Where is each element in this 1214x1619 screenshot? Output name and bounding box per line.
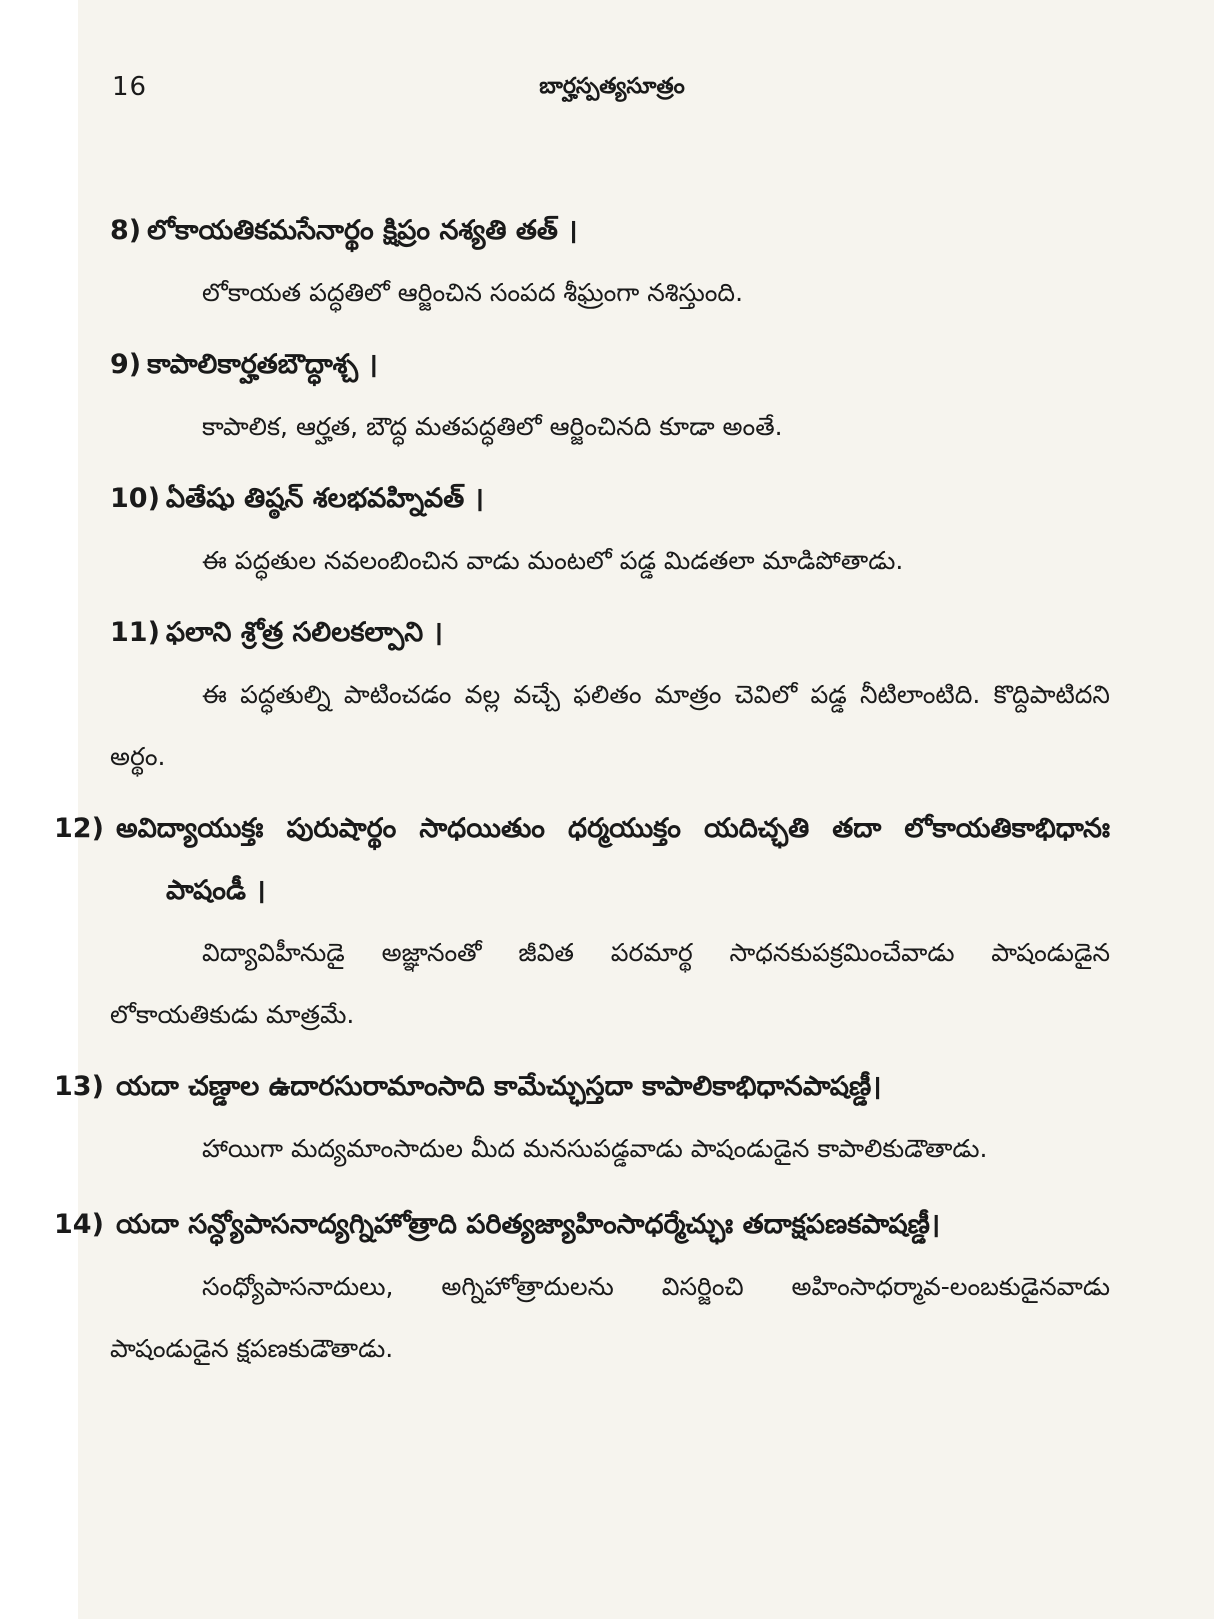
sutra-8 [110,200,1110,262]
sutra-10 [110,468,1110,530]
page-body [110,200,1110,1390]
gloss-11: ఈ పద్ధతుల్ని పాటించడం వల్ల వచ్చే ఫలితం మాత్రం చెవిలో పడ్డ నీటిలాంటిది. కొద్దిపాటిదని అర్థం. [110,680,1110,771]
sutra-14 [110,1194,1110,1256]
gloss-10: ఈ పద్ధతుల నవలంబించిన వాడు మంటలో పడ్డ మిడతలా మాడిపోతాడు. [202,546,904,575]
sutra-text: ఫలాని శ్రోత్ర సలిలకల్పాని । [165,617,443,648]
sutra-text: కాపాలికార్హతబౌద్ధాశ్చ । [147,349,378,380]
sutra-text: అవిద్యాయుక్తః పురుషార్థం సాధయితుం ధర్మయుక్తం యదిచ్ఛతి తదా లోకాయతికాభిధానః పాషండీ । [116,813,1110,906]
sutra-text: ఏతేషు తిష్ఠన్ శలభవహ్నివత్ । [165,483,484,514]
sutra-number: 9) [110,349,142,380]
sutra-number: 11) [110,617,160,648]
page-number: 16 [112,72,148,102]
running-title: బార్హస్పత్యసూత్రం [539,74,685,99]
sutra-text: లోకాయతికమసేనార్థం క్షిప్రం నశ్యతి తత్ । [147,215,578,246]
sutra-9 [110,334,1110,396]
sutra-text: యదా చణ్డాల ఉదారసురామాంసాది కామేచ్ఛుస్తదా కాపాలికాభిధానపాషణ్డీ। [116,1071,882,1102]
gloss-8: లోకాయత పద్ధతిలో ఆర్జించిన సంపద శీఘ్రంగా నశిస్తుంది. [202,278,744,307]
sutra-12 [110,798,1110,922]
gloss-12: విద్యావిహీనుడై అజ్ఞానంతో జీవిత పరమార్థ సాధనకుపక్రమించేవాడు పాషండుడైన లోకాయతికుడు మాత్రమే. [110,938,1110,1029]
scan-left-margin [0,0,78,1619]
sutra-number: 8) [110,215,142,246]
page-header [112,72,1112,112]
sutra-text: యదా సన్ధ్యోపాసనాద్యగ్నిహోత్రాది పరిత్యజ్యాహింసాధర్మేచ్ఛుః తదాక్షపణకపాషణ్డీ। [116,1209,941,1240]
gloss-14: సంధ్యోపాసనాదులు, అగ్నిహోత్రాదులను విసర్జించి అహింసాధర్మావ-లంబకుడైనవాడు పాషండుడైన క్షపణకుడౌతాడు. [110,1272,1110,1363]
sutra-11 [110,602,1110,664]
gloss-9: కాపాలిక, ఆర్హత, బౌద్ధ మతపద్ధతిలో ఆర్జించినది కూడా అంతే. [202,412,783,441]
sutra-number: 10) [110,483,160,514]
gloss-13: హాయిగా మద్యమాంసాదుల మీద మనసుపడ్డవాడు పాషండుడైన కాపాలికుడౌతాడు. [202,1134,988,1163]
sutra-13 [110,1056,1110,1118]
